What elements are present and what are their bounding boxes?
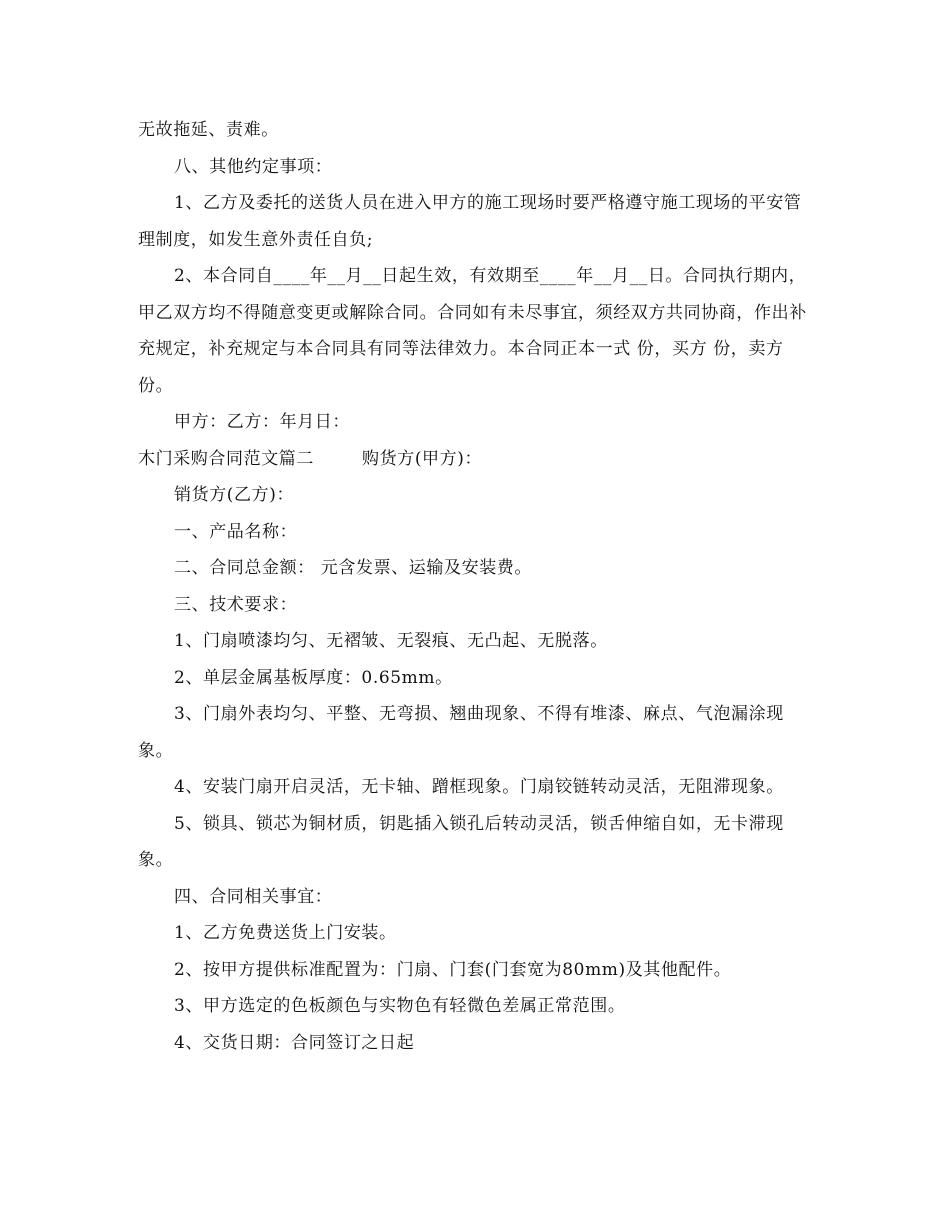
section-heading-other-terms: 八、其他约定事项： [174,156,333,177]
clause-paragraph: 3、甲方选定的色板颜色与实物色有轻微色差属正常范围。 [174,996,626,1016]
clause-paragraph: 1、门扇喷漆均匀、无褶皱、无裂痕、无凸起、无脱落。 [174,631,608,651]
section-heading-technical-requirements: 三、技术要求： [174,594,298,615]
contract-title-line: 木门采购合同范文篇二 购货方(甲方)： [138,448,483,469]
clause-paragraph: 5、锁具、锁芯为铜材质，钥匙插入锁孔后转动灵活，锁舌伸缩自如，无卡滞现象。 [138,813,784,870]
party-line: 销货方(乙方)： [174,485,295,505]
clause-paragraph: 2、本合同自____年__月__日起生效，有效期至____年__月__日。合同执行期内，甲乙双方均不得随意变更或解除合同。合同如有未尽事宜，须经双方共同协商，作出补充规定，补充规定与本合同具有同等法律效力。本合同正本一式 份，买方 份，卖方 份。 [138,266,807,396]
clause-paragraph: 2、按甲方提供标准配置为：门扇、门套(门套宽为80mm)及其他配件。 [174,959,732,980]
signature-line: 甲方：乙方：年月日： [174,412,350,432]
section-heading-related-matters: 四、合同相关事宜： [174,886,333,907]
clause-paragraph: 4、安装门扇开启灵活，无卡轴、蹭框现象。门扇铰链转动灵活，无阻滞现象。 [174,777,784,797]
document-body [138,112,810,1061]
clause-paragraph: 1、乙方及委托的送货人员在进入甲方的施工现场时要严格遵守施工现场的平安管理制度，如发生意外责任自负; [138,193,802,250]
section-heading-total-amount: 二、合同总金额： 元含发票、运输及安装费。 [174,558,533,578]
section-heading-product-name: 一、产品名称： [174,521,298,542]
clause-paragraph: 4、交货日期：合同签订之日起 [174,1032,415,1053]
paragraph-line: 无故拖延、责难。 [138,120,279,140]
clause-paragraph: 2、单层金属基板厚度：0.65mm。 [174,667,453,688]
clause-paragraph: 3、门扇外表均匀、平整、无弯损、翘曲现象、不得有堆漆、麻点、气泡漏涂现象。 [138,704,784,761]
clause-paragraph: 1、乙方免费送货上门安装。 [174,923,397,943]
